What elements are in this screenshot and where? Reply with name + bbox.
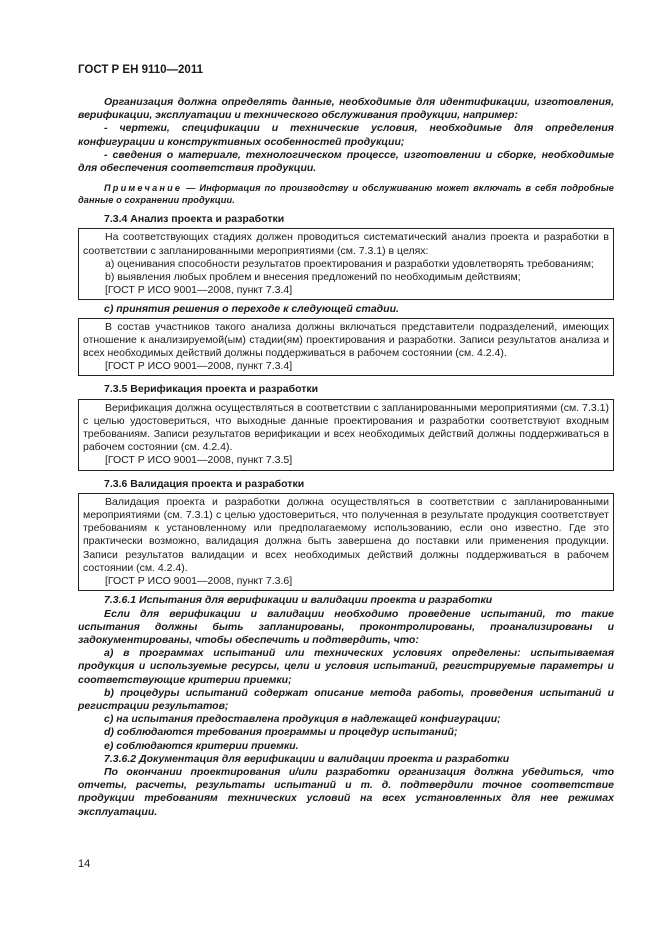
- box-reference: [ГОСТ Р ИСО 9001—2008, пункт 7.3.4]: [105, 360, 293, 373]
- note: [78, 182, 614, 206]
- intro-bullet: - сведения о материале, технологическом процессе, изготовлении и сборке, необходимые для обеспечения соответствия продукции.: [78, 148, 614, 175]
- subsection-heading: 7.3.6.1 Испытания для верификации и валидации проекта и разработки: [104, 594, 493, 607]
- note-lead: Примечание: [104, 183, 183, 194]
- list-item: c) принятия решения о переходе к следующей стадии.: [104, 303, 399, 316]
- box-reference: [ГОСТ Р ИСО 9001—2008, пункт 7.3.4]: [105, 284, 293, 297]
- page-number: 14: [78, 858, 91, 870]
- document-body: [78, 96, 614, 819]
- box-paragraph: На соответствующих стадиях должен проводиться систематический анализ проекта и разработки в соответствии с запланированными мероприятиями (см. 7.3.1) в целях:: [83, 231, 609, 257]
- list-item: a) в программах испытаний или технических условиях определены: испытываемая продукция и используемые ресурсы, цели и условия испытаний, регистрируемые параметры и соответствующие критерии приемки;: [78, 647, 614, 686]
- box-paragraph: Валидация проекта и разработки должна осуществляться в соответствии с запланированными мероприятиями (см. 7.3.1) с целью удостовериться, что полученная в результате продукция соответствует требованиям к установленному или предполагаемому использованию, если оно известно. Где это практически возможно, валидация должна быть завершена до поставки или применения продукции. Записи результатов валидации и всех необходимых действий должны поддерживаться в рабочем состоянии (см. 4.2.4).: [83, 495, 609, 574]
- paragraph: Если для верификации и валидации необходимо проведение испытаний, то такие испытания должны быть запланированы, проконтролированы, проанализированы и задокументированы, чтобы обеспечить и подтвердить, что:: [78, 607, 614, 646]
- quote-box: [78, 493, 614, 591]
- intro-bullet: - чертежи, спецификации и технические условия, необходимые для определения конфигурации и конструктивных особенностей продукции;: [78, 122, 614, 148]
- section-heading: 7.3.6 Валидация проекта и разработки: [104, 477, 305, 490]
- box-reference: [ГОСТ Р ИСО 9001—2008, пункт 7.3.5]: [105, 454, 293, 467]
- list-item: e) соблюдаются критерии приемки.: [104, 739, 299, 752]
- box-paragraph: В состав участников такого анализа должны включаться представители подразделений, имеющих отношение к анализируемой(ым) стадии(ям) проектирования и разработки. Записи результатов анализа и всех необходимых действий должны поддерживаться в рабочем состоянии (см. 4.2.4).: [83, 320, 609, 360]
- list-item: d) соблюдаются требования программы и процедур испытаний;: [104, 726, 458, 739]
- quote-box: [78, 399, 614, 471]
- box-paragraph: Верификация должна осуществляться в соответствии с запланированными мероприятиями (см. 7.3.1) с целью удостовериться, что выходные данные проектирования и разработки соответствуют входным требованиям. Записи результатов верификации и всех необходимых действий должны поддерживаться в рабочем состоянии (см. 4.2.4).: [83, 401, 609, 454]
- list-item: b) процедуры испытаний содержат описание метода работы, проведения испытаний и регистрации результатов;: [78, 686, 614, 712]
- section-heading: 7.3.5 Верификация проекта и разработки: [104, 383, 319, 396]
- section-heading: 7.3.4 Анализ проекта и разработки: [104, 213, 285, 226]
- subsection-heading: 7.3.6.2 Документация для верификации и валидации проекта и разработки: [104, 752, 510, 765]
- intro-paragraph: Организация должна определять данные, необходимые для идентификации, изготовления, верификации, эксплуатации и технического обслуживания продукции, например:: [78, 96, 614, 122]
- quote-box: [78, 228, 614, 300]
- note-text: — Информация по производству и обслуживанию может включать в себя подробные данные о сохранении продукции.: [78, 183, 614, 206]
- quote-box: [78, 318, 614, 377]
- box-reference: [ГОСТ Р ИСО 9001—2008, пункт 7.3.6]: [105, 575, 293, 588]
- paragraph: По окончании проектирования и/или разработки организация должна убедиться, что отчеты, расчеты, результаты испытаний и т. д. подтвердили точное соответствие продукции требованиям технических условий на всех установленных для нее режимах эксплуатации.: [78, 765, 614, 818]
- document-header: ГОСТ Р ЕН 9110—2011: [78, 64, 203, 76]
- box-item: a) оценивания способности результатов проектирования и разработки удовлетворять требованиям;: [105, 257, 594, 270]
- list-item: c) на испытания предоставлена продукция в надлежащей конфигурации;: [104, 713, 501, 726]
- box-item: b) выявления любых проблем и внесения предложений по необходимым действиям;: [105, 271, 521, 284]
